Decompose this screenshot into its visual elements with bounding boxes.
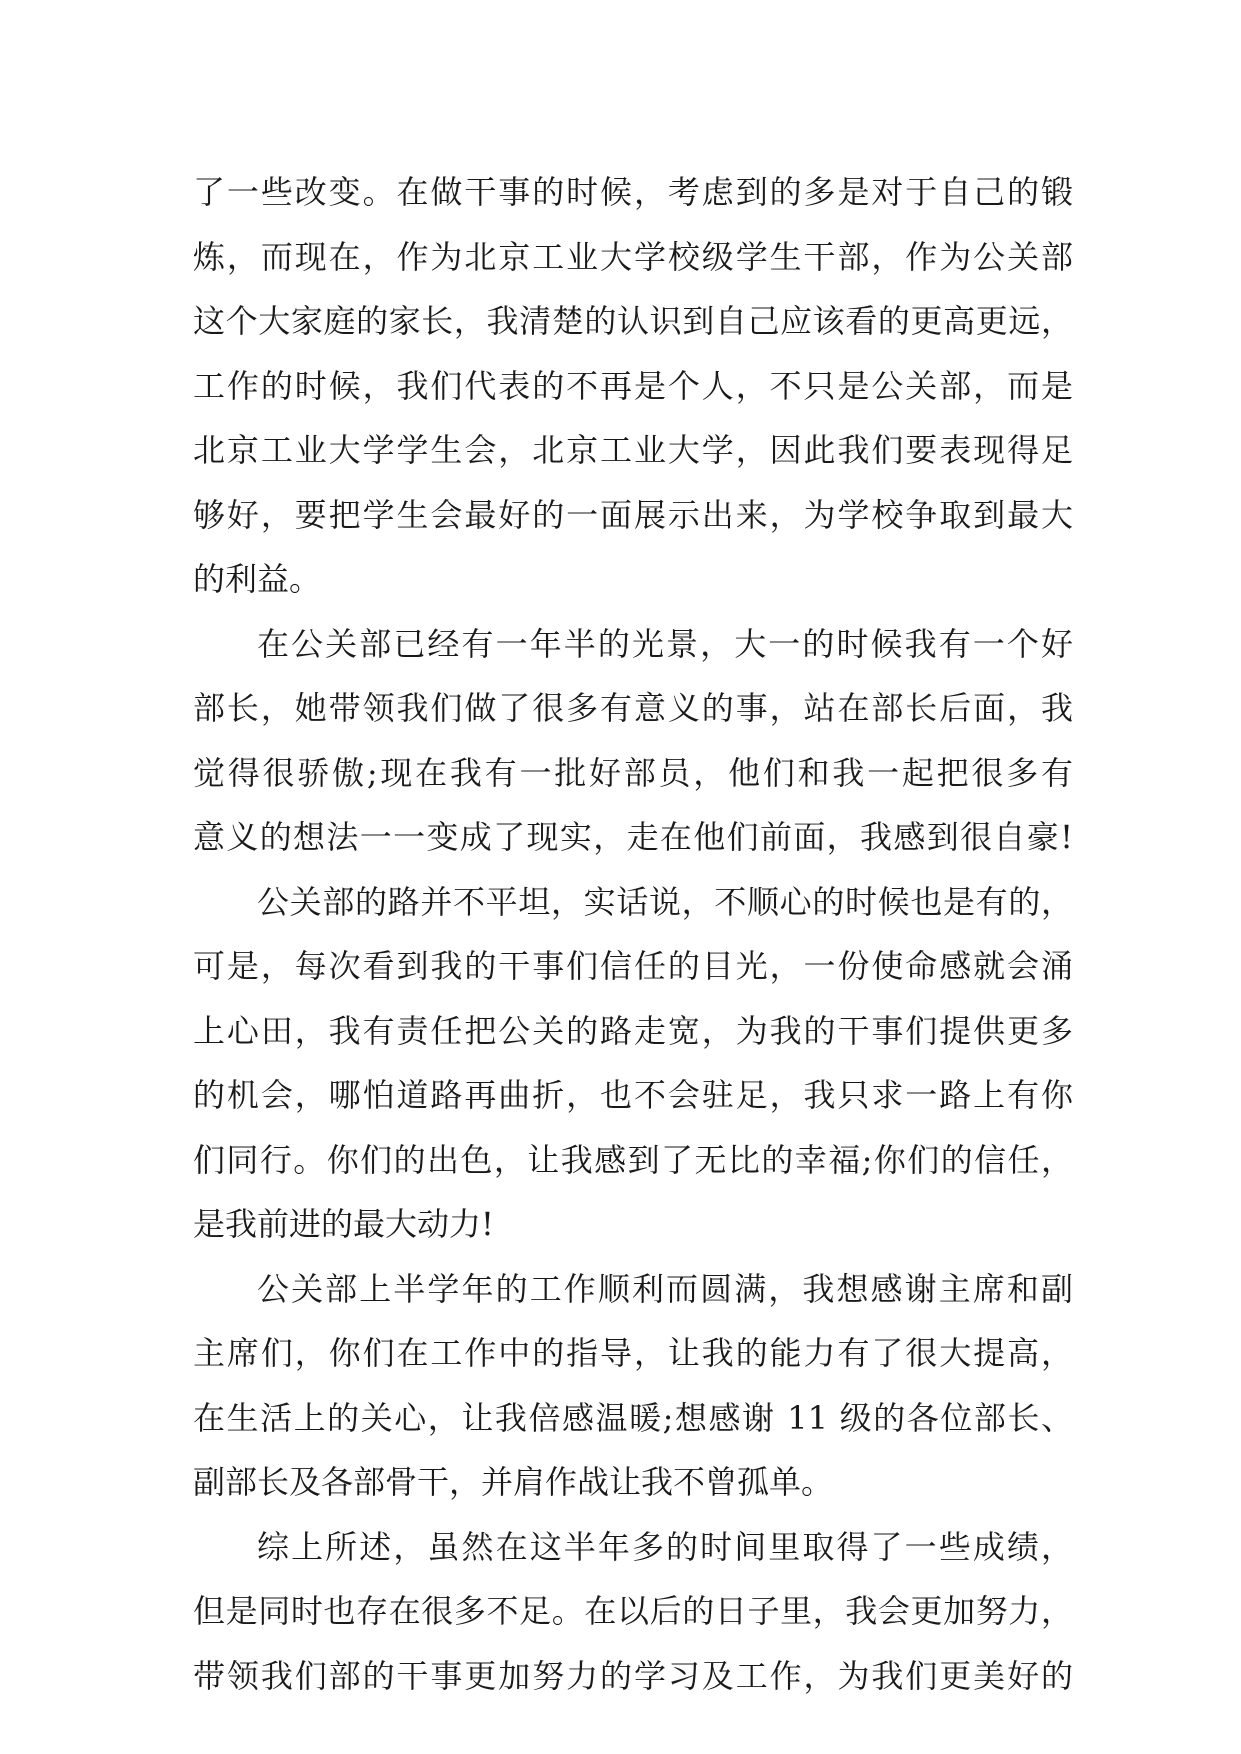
text-line: 北京工业大学学生会，北京工业大学，因此我们要表现得足 (193, 431, 1073, 469)
text-line: 够好，要把学生会最好的一面展示出来，为学校争取到最大 (193, 495, 1073, 534)
text-line: 的机会，哪怕道路再曲折，也不会驻足，我只求一路上有你 (193, 1076, 1073, 1114)
text-line: 了一些改变。在做干事的时候，考虑到的多是对于自己的锻 (193, 173, 1073, 211)
text-line: 炼，而现在，作为北京工业大学校级学生干部，作为公关部 (193, 237, 1073, 276)
paragraph-first-line: 公关部的路并不平坦，实话说，不顺心的时候也是有的， (257, 882, 1073, 921)
text-line: 但是同时也存在很多不足。在以后的日子里，我会更加努力， (193, 1592, 1073, 1630)
body-text (193, 160, 1073, 1708)
text-line: 工作的时候，我们代表的不再是个人，不只是公关部，而是 (193, 366, 1073, 405)
text-line: 们同行。你们的出色，让我感到了无比的幸福;你们的信任， (193, 1140, 1073, 1179)
text-line: 觉得很骄傲;现在我有一批好部员，他们和我一起把很多有 (193, 753, 1073, 792)
text-line: 意义的想法一一变成了现实，走在他们前面，我感到很自豪! (193, 818, 1073, 856)
text-line: 部长，她带领我们做了很多有意义的事，站在部长后面，我 (193, 689, 1073, 727)
paragraph-first-line: 综上所述，虽然在这半年多的时间里取得了一些成绩， (257, 1527, 1073, 1566)
paragraph-first-line: 在公关部已经有一年半的光景，大一的时候我有一个好 (257, 624, 1073, 663)
text-line: 在生活上的关心，让我倍感温暖;想感谢 11 级的各位部长、 (193, 1398, 1073, 1437)
text-line: 这个大家庭的家长，我清楚的认识到自己应该看的更高更远， (193, 302, 1073, 340)
text-line: 是我前进的最大动力! (193, 1205, 494, 1243)
text-line: 可是，每次看到我的干事们信任的目光，一份使命感就会涌 (193, 947, 1073, 985)
text-line: 上心田，我有责任把公关的路走宽，为我的干事们提供更多 (193, 1011, 1073, 1050)
text-line: 的利益。 (193, 560, 322, 598)
text-line: 主席们，你们在工作中的指导，让我的能力有了很大提高， (193, 1334, 1073, 1372)
text-line: 副部长及各部骨干，并肩作战让我不曾孤单。 (193, 1463, 834, 1501)
paragraph-first-line: 公关部上半学年的工作顺利而圆满，我想感谢主席和副 (257, 1269, 1073, 1308)
text-line: 带领我们部的干事更加努力的学习及工作，为我们更美好的 (193, 1656, 1073, 1695)
